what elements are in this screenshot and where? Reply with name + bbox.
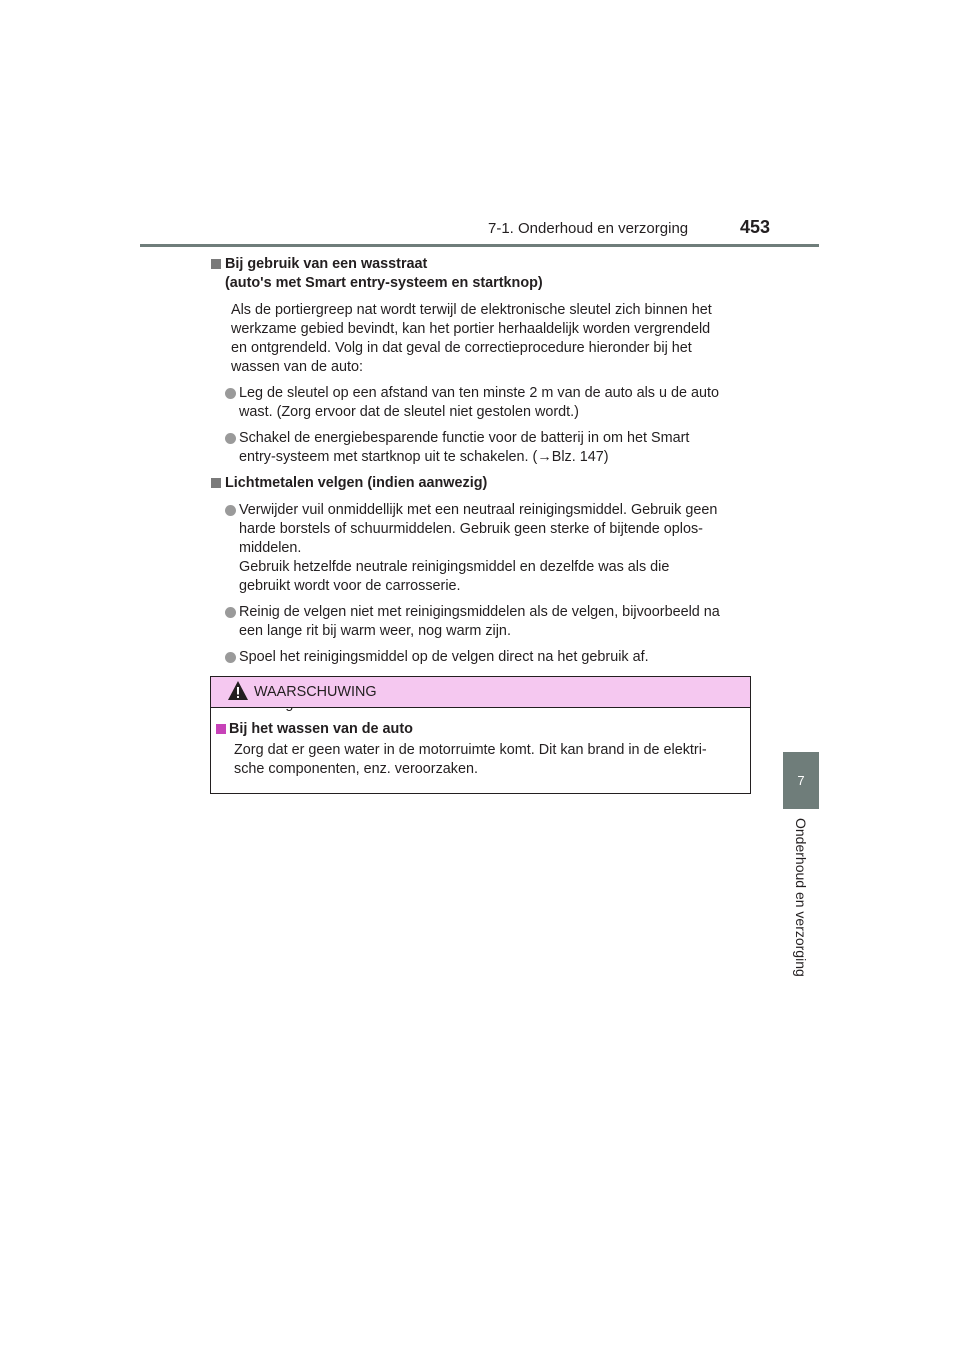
text-line: wast. (Zorg ervoor dat de sleutel niet gestolen wordt.) <box>239 404 579 420</box>
text-line: Verwijder vuil onmiddellijk met een neutraal reinigingsmiddel. Gebruik geen <box>239 502 718 518</box>
list-item <box>211 501 751 596</box>
text-line: sche componenten, enz. veroorzaken. <box>234 761 478 777</box>
list-item <box>211 603 751 641</box>
section-heading-alloy-wheels <box>211 474 751 493</box>
text-line: gebruikt wordt voor de carrosserie. <box>239 578 461 594</box>
text-line: een lange rit bij warm weer, nog warm zijn. <box>239 623 511 639</box>
chapter-side-label: Onderhoud en verzorging <box>793 818 809 977</box>
bullet-dot-icon <box>225 652 236 663</box>
page-number: 453 <box>740 217 771 237</box>
text-line: en ontgrendeld. Volg in dat geval de correctieprocedure hieronder bij het <box>231 340 692 356</box>
list-item <box>211 648 751 667</box>
section-heading-car-wash <box>211 255 751 293</box>
text-line: Schakel de energiebesparende functie voor de batterij in om het Smart <box>239 430 690 446</box>
bullet-dot-icon <box>225 433 236 444</box>
text-line: entry-systeem met startknop uit te schakelen. (→Blz. 147) <box>239 449 609 465</box>
heading-line: Bij gebruik van een wasstraat <box>225 256 428 272</box>
text-line: werkzame gebied bevindt, kan het portier herhaaldelijk worden vergrendeld <box>231 321 711 337</box>
warning-header <box>211 677 750 708</box>
text-line: Als de portiergreep nat wordt terwijl de elektronische sleutel zich binnen het <box>231 302 712 318</box>
warning-heading-text: Bij het wassen van de auto <box>229 721 413 737</box>
header-section-title: 7-1. Onderhoud en verzorging <box>488 220 689 237</box>
warning-body <box>211 708 750 779</box>
warning-box <box>210 676 751 794</box>
text-line: middelen. <box>239 540 302 556</box>
heading-square-icon <box>211 478 221 488</box>
bullet-dot-icon <box>225 505 236 516</box>
paragraph <box>211 301 751 377</box>
warning-triangle-icon <box>227 680 249 702</box>
text-line: Gebruik hetzelfde neutrale reinigingsmiddel en dezelfde was als die <box>239 559 670 575</box>
heading-square-icon <box>211 259 221 269</box>
warning-title: WAARSCHUWING <box>254 684 377 700</box>
text-line: Leg de sleutel op een afstand van ten minste 2 m van de auto als u de auto <box>239 385 720 401</box>
heading-line: (auto's met Smart entry-systeem en startknop) <box>225 275 543 291</box>
text-line: wassen van de auto: <box>231 359 364 375</box>
text-line: Reinig de velgen niet met reinigingsmiddelen als de velgen, bijvoorbeeld na <box>239 604 720 620</box>
text-line: harde borstels of schuurmiddelen. Gebruik geen sterke of bijtende oplos- <box>239 521 703 537</box>
heading-line: Lichtmetalen velgen (indien aanwezig) <box>225 475 488 491</box>
warning-heading <box>216 720 750 739</box>
header-divider <box>140 244 819 247</box>
list-item <box>211 429 751 467</box>
chapter-tab: 7 <box>783 752 819 809</box>
text-line: Zorg dat er geen water in de motorruimte komt. Dit kan brand in de elektri- <box>234 742 707 758</box>
bullet-dot-icon <box>225 388 236 399</box>
page-content <box>211 255 751 721</box>
bullet-dot-icon <box>225 607 236 618</box>
list-item <box>211 384 751 422</box>
text-line: Spoel het reinigingsmiddel op de velgen direct na het gebruik af. <box>239 649 649 665</box>
warning-text <box>216 741 750 779</box>
heading-square-icon <box>216 724 226 734</box>
